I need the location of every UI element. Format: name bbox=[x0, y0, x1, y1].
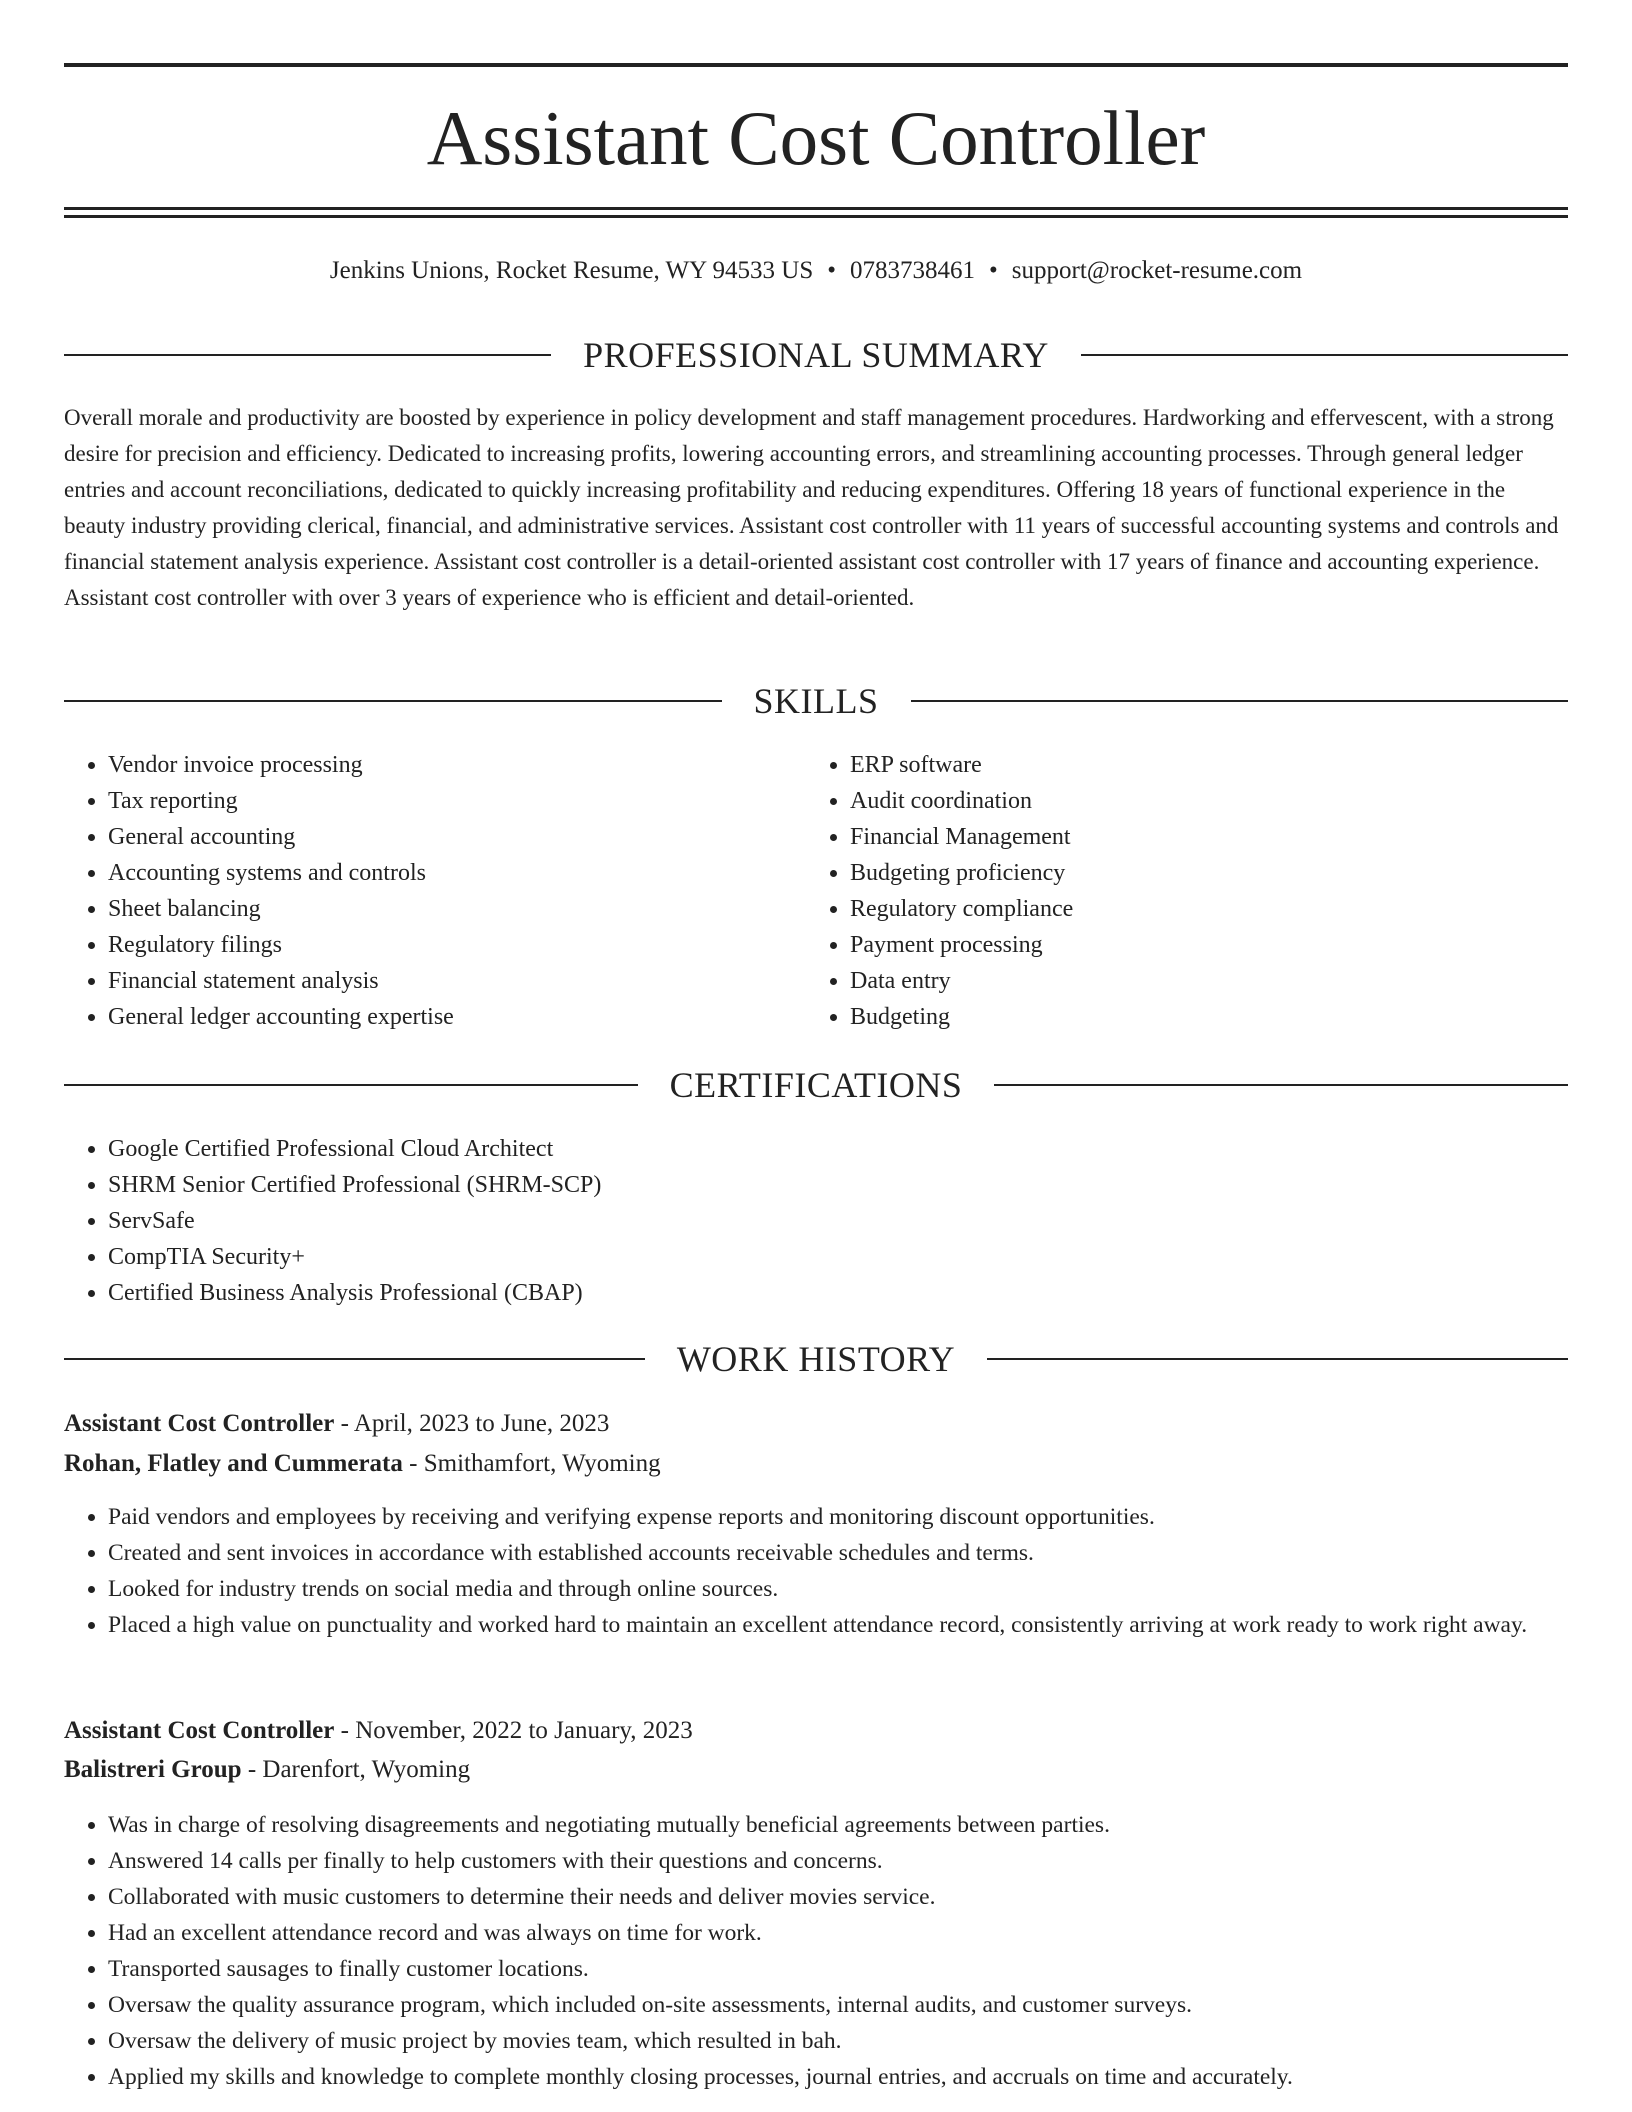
job-title: Assistant Cost Controller bbox=[64, 1410, 335, 1437]
skill-item: • Budgeting proficiency bbox=[850, 855, 1506, 891]
job-bullet: • Paid vendors and employees by receiving and verifying expense reports and monitoring discount opportunities. bbox=[108, 1499, 1568, 1535]
section-rule-right bbox=[987, 1358, 1568, 1360]
certification-item: • SHRM Senior Certified Professional (SHRM-SCP) bbox=[108, 1167, 1464, 1203]
section-header-certifications bbox=[64, 1065, 1568, 1105]
job-bullet: • Created and sent invoices in accordance with established accounts receivable schedules and terms. bbox=[108, 1535, 1568, 1571]
skill-item: • Vendor invoice processing bbox=[108, 747, 764, 783]
section-rule-left bbox=[64, 1358, 645, 1360]
skills-list-left bbox=[64, 747, 764, 1035]
skill-item: • Regulatory filings bbox=[108, 927, 764, 963]
certification-item: • Google Certified Professional Cloud Architect bbox=[108, 1131, 1464, 1167]
job-company-line bbox=[64, 1447, 1568, 1481]
job-bullet-list bbox=[64, 1499, 1568, 1643]
job-bullets bbox=[64, 1499, 1568, 1643]
skill-item: • Audit coordination bbox=[850, 783, 1506, 819]
section-rule-right bbox=[1081, 354, 1568, 356]
job-title: Assistant Cost Controller bbox=[64, 1717, 335, 1744]
section-rule-right bbox=[911, 700, 1569, 702]
job-bullet: • Placed a high value on punctuality and worked hard to maintain an excellent attendance record, consistently arriving at work ready to work right away. bbox=[108, 1607, 1568, 1643]
section-rule-right bbox=[994, 1084, 1568, 1086]
section-title-work-history: WORK HISTORY bbox=[676, 1339, 956, 1379]
job-bullet: • Answered 14 calls per finally to help customers with their questions and concerns. bbox=[108, 1843, 1568, 1879]
section-header-work-history bbox=[64, 1339, 1568, 1379]
section-rule-left bbox=[64, 700, 722, 702]
job-title-line bbox=[64, 1714, 1568, 1748]
skills-column-left bbox=[64, 747, 764, 1035]
skills-list-right bbox=[806, 747, 1506, 1035]
resume-title: Assistant Cost Controller bbox=[426, 95, 1206, 181]
job-company-line bbox=[64, 1753, 1568, 1787]
certification-item: • Certified Business Analysis Professional (CBAP) bbox=[108, 1275, 1464, 1311]
section-title-skills: SKILLS bbox=[753, 681, 879, 721]
contact-address: Jenkins Unions, Rocket Resume, WY 94533 US bbox=[329, 257, 814, 284]
section-title-summary: PROFESSIONAL SUMMARY bbox=[583, 335, 1049, 375]
title-double-rule bbox=[64, 207, 1568, 218]
contact-email[interactable]: support@rocket-resume.com bbox=[1011, 257, 1303, 284]
skill-item: • Sheet balancing bbox=[108, 891, 764, 927]
job-location: - Darenfort, Wyoming bbox=[241, 1756, 471, 1783]
skill-item: • ERP software bbox=[850, 747, 1506, 783]
contact-separator: • bbox=[989, 257, 998, 284]
job-bullet: • Oversaw the quality assurance program, which included on-site assessments, internal audits, and customer surveys. bbox=[108, 1987, 1568, 2023]
certifications-list bbox=[64, 1131, 1464, 1311]
certification-item: • ServSafe bbox=[108, 1203, 1464, 1239]
summary-text: Overall morale and productivity are boosted by experience in policy development and staff management procedures. Hardworking and effervescent, with a strong desire for precision and efficiency. Dedicated to increasing profits, lowering accounting errors, and streamlining accounting processes. Through general ledger entries and account reconciliations, dedicated to quickly increasing profitability and reducing expenditures. Offering 18 years of functional experience in the beauty industry providing clerical, financial, and administrative services. Assistant cost controller with 11 years of successful accounting systems and controls and financial statement analysis experience. Assistant cost controller is a detail-oriented assistant cost controller with 17 years of finance and accounting experience. Assistant cost controller with over 3 years of experience who is efficient and detail-oriented. bbox=[64, 405, 1559, 610]
skill-item: • General accounting bbox=[108, 819, 764, 855]
skill-item: • Budgeting bbox=[850, 999, 1506, 1035]
section-header-skills bbox=[64, 681, 1568, 721]
job-bullet: • Looked for industry trends on social media and through online sources. bbox=[108, 1571, 1568, 1607]
skill-item: • Payment processing bbox=[850, 927, 1506, 963]
job-bullet: • Had an excellent attendance record and was always on time for work. bbox=[108, 1915, 1568, 1951]
skills-column-right bbox=[806, 747, 1506, 1035]
skill-item: • Regulatory compliance bbox=[850, 891, 1506, 927]
skill-item: • Data entry bbox=[850, 963, 1506, 999]
job-bullet-list bbox=[64, 1807, 1568, 2095]
skill-item: • Tax reporting bbox=[108, 783, 764, 819]
skill-item: • General ledger accounting expertise bbox=[108, 999, 764, 1035]
top-rule bbox=[64, 63, 1568, 67]
contact-separator: • bbox=[827, 257, 837, 284]
certifications-block bbox=[64, 1131, 1464, 1311]
job-dates: - April, 2023 to June, 2023 bbox=[334, 1410, 610, 1437]
job-company: Balistreri Group bbox=[64, 1756, 242, 1783]
section-rule-left bbox=[64, 1084, 638, 1086]
job-title-line bbox=[64, 1407, 1568, 1441]
job-bullets bbox=[64, 1807, 1568, 2095]
job-company: Rohan, Flatley and Cummerata bbox=[64, 1450, 403, 1477]
job-dates: - November, 2022 to January, 2023 bbox=[334, 1717, 693, 1744]
contact-line bbox=[64, 254, 1568, 288]
job-bullet: • Applied my skills and knowledge to complete monthly closing processes, journal entries, and accruals on time and accurately. bbox=[108, 2059, 1568, 2095]
section-header-summary bbox=[64, 335, 1568, 375]
section-rule-left bbox=[64, 354, 551, 356]
contact-phone: 0783738461 bbox=[850, 257, 976, 284]
job-bullet: • Oversaw the delivery of music project by movies team, which resulted in bah. bbox=[108, 2023, 1568, 2059]
section-title-certifications: CERTIFICATIONS bbox=[669, 1065, 963, 1105]
skill-item: • Financial statement analysis bbox=[108, 963, 764, 999]
job-bullet: • Collaborated with music customers to determine their needs and deliver movies service. bbox=[108, 1879, 1568, 1915]
job-bullet: • Was in charge of resolving disagreements and negotiating mutually beneficial agreements between parties. bbox=[108, 1807, 1568, 1843]
skill-item: • Accounting systems and controls bbox=[108, 855, 764, 891]
skill-item: • Financial Management bbox=[850, 819, 1506, 855]
certification-item: • CompTIA Security+ bbox=[108, 1239, 1464, 1275]
job-location: - Smithamfort, Wyoming bbox=[402, 1450, 661, 1477]
job-bullet: • Transported sausages to finally customer locations. bbox=[108, 1951, 1568, 1987]
